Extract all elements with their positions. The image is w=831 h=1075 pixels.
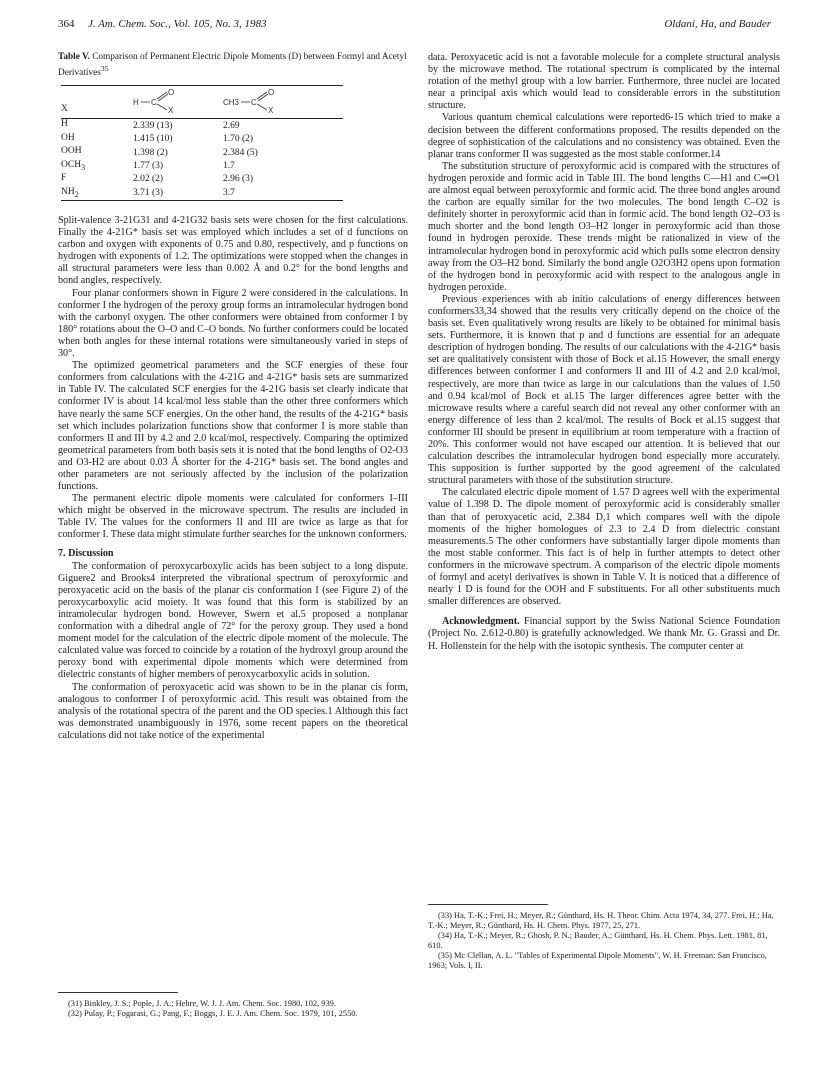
cell-acetyl: 2.384 (5) <box>223 147 258 158</box>
cell-formyl: 3.71 (3) <box>133 187 164 198</box>
paragraph: The optimized geometrical parameters and the SCF energies of these four conformers from calculations with the 4-21G and 4-21G* basis sets are summarized in Table IV. The calculated SCF energies for the 4-21G basis set clearly indicate that conformer IV is about 14 kcal/mol less stable than the other three conformers which have nearly the same SCF energies. On the other hand, the results of the 4-21G* basis set which includes polarization functions show that conformer I is more stable than conformers II and III by 4.2 and 2.0 kcal/mol, respectively. Comparing the optimized geometrical parameters from both basis sets it is noted that the bond lengths of O2-O3 and O3-H2 are about 0.03 Å shorter for the 4-21G* basis set. The bond angles and other parameters are not seriously affected by the inclusion of the polarization functions. <box>58 360 408 493</box>
paragraph: The calculated electric dipole moment of 1.57 D agrees well with the experimental value of 1.398 D. The dipole moment of peroxyformic acid is considerably smaller than that of peroxyacetic acid, 2.384 D,1 which compares well with the dipole moments of the higher homologues of 2.3 to 2.4 D from dielectric constant measurements.5 The other conformers have substantially larger dipole moments than the most stable conformer. This fact is of help in further attempts to detect other conformers in the microwave spectrum. A comparison of the electric dipole moments of formyl and acetyl derivatives is shown in Table V. It is noticed that a difference of nearly 1 D is found for the OOH and F substituents. For all other substituents much smaller differences are observed. <box>428 487 780 608</box>
reference-34: (34) Ha, T.-K.; Meyer, R.; Ghosh, P. N.; Bauder, A.; Günthard, Hs. H. Chem. Phys. Lett. 1981, 81, 610. <box>428 931 768 950</box>
cell-formyl: 1.398 (2) <box>133 147 168 158</box>
page-number: 364 <box>58 18 75 30</box>
paragraph: Various quantum chemical calculations were reported6-15 which tried to make a decision between the different conformations proposed. The results depended on the degree of sophistication of the calculations and no consistency was obtained. Even the planar trans conformer II was suggested as the most stable conformer.14 <box>428 112 780 160</box>
table-v <box>58 52 408 201</box>
col-formyl-header <box>133 86 223 119</box>
cell-x: H <box>61 119 68 130</box>
table-row <box>61 173 343 186</box>
cell-x: OOH <box>61 146 82 157</box>
table-caption <box>58 52 408 79</box>
cell-acetyl: 1.70 (2) <box>223 134 254 145</box>
cell-formyl: 1.415 (10) <box>133 134 173 145</box>
reference-31: (31) Binkley, J. S.; Pople, J. A.; Hehre, W. J. J. Am. Chem. Soc. 1980, 102, 939. <box>68 999 336 1008</box>
svg-text:C: C <box>151 98 157 108</box>
acetyl-structure-icon <box>223 88 293 114</box>
paragraph: Split-valence 3-21G31 and 4-21G32 basis sets were chosen for the first calculations. Finally the 4-21G* basis set was employed which includes a set of d functions on carbon and oxygen with exponents of 0.75 and 0.80, respectively, and p functions on hydrogen with exponents of 1.2. The optimizations were stopped when the changes in all structural parameters were less than 0.002 Å and 0.2° for the bond lengths and bond angles, respectively. <box>58 215 408 287</box>
footnotes-right <box>428 904 780 971</box>
paragraph: Four planar conformers shown in Figure 2 were considered in the calculations. In conformer I the hydrogen of the peroxy group forms an intramolecular hydrogen bond with the carbonyl oxygen. The other conformers were obtained from conformer I by 180° rotations about the O–O and C–O bonds. No further conformers could be located when both angles for these internal rotations were simultaneously varied in steps of 30°. <box>58 287 408 360</box>
table-row <box>61 133 343 146</box>
cell-x: $OCH_3$ <box>61 159 86 172</box>
journal-citation: J. Am. Chem. Soc., Vol. 105, No. 3, 1983 <box>88 18 267 30</box>
table-header-row <box>61 86 343 119</box>
col-x-header: X <box>61 103 68 114</box>
running-header <box>58 18 771 34</box>
section-heading: 7. Discussion <box>58 547 114 559</box>
cell-formyl: 2.02 (2) <box>133 174 164 185</box>
table-body <box>61 119 343 201</box>
paragraph: The permanent electric dipole moments were calculated for conformers I–III which might be observed in the microwave spectrum. The results are included in Table IV. The values for the conformers II and III are twice as large as that for conformer I. These data might stimulate further searches for the unknown conformers. <box>58 493 408 541</box>
cell-x: $NH_2$ <box>61 186 79 199</box>
svg-text:X: X <box>268 106 274 115</box>
paragraph: The conformation of peroxycarboxylic acids has been subject to a long dispute. Giguere2 and Brooks4 interpreted the vibrational spectrum of peroxyformic and peroxyacetic acid on the basis of the planar cis conformation I (see Figure 2) of the peroxycarboxylic acid moiety. It was found that this form is stabilized by an intramolecular hydrogen bond. However, Swern et al.5 proposed a nonplanar conformation with a dihedral angle of 72° for the peroxy group. They used a bond moment model for the calculation of the electric dipole moment of the molecule. The calculated value was forced to coincide by a rotation of the hydroxyl group around the peroxy bond with experimental dipole moments which were determined from dielectric constants of higher members of peroxycarboxylic acids in solution. <box>58 560 408 681</box>
left-column <box>58 52 408 742</box>
authors: Oldani, Ha, and Bauder <box>664 18 771 30</box>
table-row <box>61 160 343 173</box>
footnote-rule <box>428 904 548 905</box>
paragraph: The conformation of peroxyacetic acid was shown to be in the planar cis form, analogous to conformer I of peroxyformic acid. This result was obtained from the analysis of the rotational spectra of the parent and the OD species.1 Although this fact was demonstrated unambiguously in 1976, some recent papers on the theoretical calculations did not take notice of the experimental <box>58 681 408 741</box>
dipole-table <box>61 85 343 201</box>
table-caption-text: Comparison of Permanent Electric Dipole Moments (D) between Formyl and Acetyl Derivatives <box>58 52 407 79</box>
table-caption-ref: 35 <box>100 64 109 73</box>
col-acetyl-header <box>223 86 343 119</box>
table-caption-label: Table V. <box>58 52 90 62</box>
table-row <box>61 119 343 133</box>
footnotes-left <box>58 992 408 1019</box>
table-row <box>61 187 343 201</box>
svg-text:C: C <box>251 98 257 108</box>
cell-formyl: 1.77 (3) <box>133 160 164 171</box>
reference-35: (35) Mc Clellan, A. L. "Tables of Experimental Dipole Moments", W. H. Freeman: San Francisco, 1963; Vols. I, II. <box>428 951 767 970</box>
acknowledgment-text: Financial support by the Swiss National Science Foundation (Project No. 2.612-0.80) is gratefully acknowledged. We thank Mr. G. Grassi and Dr. H. Hollenstein for the help with the isotopic synthesis. The computer center at <box>428 616 780 652</box>
cell-acetyl: 3.7 <box>223 187 235 198</box>
reference-32: (32) Pulay, P.; Fogarasi, G.; Pang, F.; Boggs, J. E. J. Am. Chem. Soc. 1979, 101, 2550. <box>68 1009 358 1018</box>
footnote-rule <box>58 992 178 993</box>
svg-text:O: O <box>268 88 275 98</box>
right-column <box>428 52 780 653</box>
paragraph: data. Peroxyacetic acid is not a favorable molecule for a complete structural analysis by the microwave method. The rotational spectrum is complicated by the internal rotation of the methyl group with a low barrier. Furthermore, three nuclei are located near a principal axis which would lead to considerable errors in the substitution structure. <box>428 52 780 112</box>
cell-acetyl: 2.96 (3) <box>223 174 254 185</box>
svg-text:O: O <box>168 88 175 98</box>
paragraph: Previous experiences with ab initio calculations of energy differences between conformers33,34 showed that the results very critically depend on the choice of the basis set. Even qualitatively wrong results are likely to be obtained for minimal basis sets. Furthermore, it is known that p and d functions are essential for an adequate description of hydrogen bonding. The results of our calculations with the 4-21G* basis set are qualitatively consistent with those of Bock et al.15 However, the small energy differences between conformer I and conformers II and III of 4.2 and 2.0 kcal/mol, respectively, are more than twice as large in our calculations than the values of 1.50 and 0.94 kcal/mol of Bock et al.15 The larger differences agree better with the microwave results where a careful search did not reveal any other conformer with an energy difference of less than 2 kcal/mol. The results of Bock et al.15 suggest that conformer III should be present in equilibrium at room temperature with a fraction of 20%. This conformer would not have escaped our attention. It is believed that our calculation describes the intramolecular hydrogen bond especially more accurately. This supposition is further supported by the good agreement of the calculated structural parameters with those of the substitution structure. <box>428 293 780 487</box>
paragraph: The substitution structure of peroxyformic acid is compared with the structures of hydrogen peroxide and formic acid in Table III. The bond lengths C—H1 and C═O1 are almost equal between peroxyformic and formic acid. The three bond angles around the carbon are equally similar for the two molecules. The bond length C–O2 is definitely shorter in peroxyformic acid than in formic acid. The bond length O2–O3 is much shorter and the bond length O3–H2 longer in peroxyformic acid than those found in hydrogen peroxide. These trends might be rationalized in view of the intramolecular hydrogen bond in peroxyformic acid which pulls some electron density away from the O3–H2 bond. Similarly the bond angle O2O3H2 opens upon formation of the hydrogen bond in peroxyformic acid with respect to the analogous angle in hydrogen peroxide. <box>428 160 780 293</box>
formyl-structure-icon <box>133 88 193 114</box>
svg-text:CH3: CH3 <box>223 98 240 108</box>
table-row <box>61 146 343 159</box>
reference-33: (33) Ha, T.-K.; Frei, H.; Meyer, R.; Günthard, Hs. H. Theor. Chim. Acta 1974, 34, 277. Frei, H.; Ha, T.-K.; Meyer, R.; Günthard, Hs. H. Chem. Phys. 1977, 25, 271. <box>428 911 774 930</box>
svg-text:H: H <box>133 98 139 108</box>
acknowledgment <box>428 616 780 652</box>
svg-text:X: X <box>168 106 174 115</box>
cell-acetyl: 2.69 <box>223 120 240 131</box>
cell-formyl: 2.339 (13) <box>133 120 173 131</box>
cell-x: F <box>61 173 67 184</box>
cell-x: OH <box>61 132 75 143</box>
acknowledgment-label: Acknowledgment. <box>442 616 520 628</box>
cell-acetyl: 1.7 <box>223 160 235 171</box>
